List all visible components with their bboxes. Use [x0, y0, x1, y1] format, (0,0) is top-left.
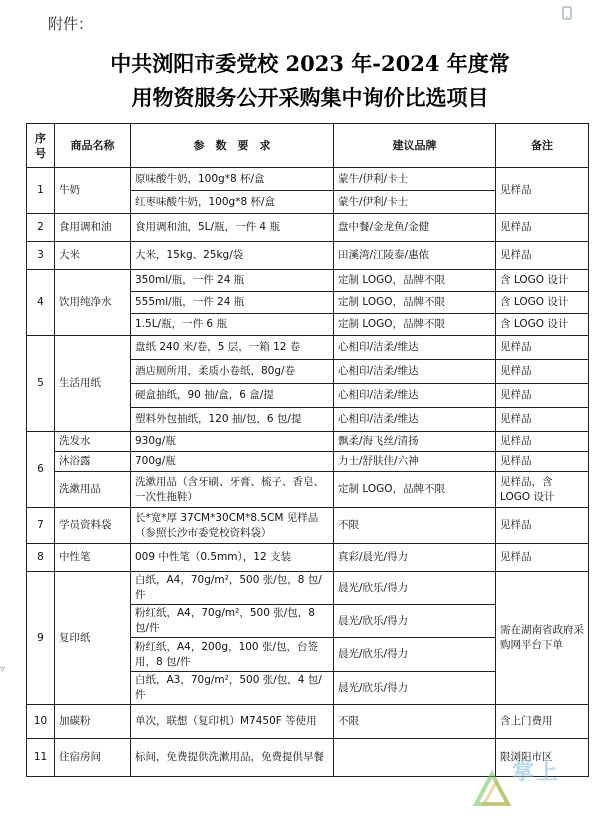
- row-params: 粉红纸，A4，70g/m²，500 张/包，8 包/件: [131, 605, 334, 638]
- row-brand: 晨光/欣乐/得力: [334, 572, 496, 605]
- table-row: [27, 508, 589, 544]
- row-remark: 见样品: [496, 360, 589, 384]
- row-name: 加碳粉: [55, 705, 131, 739]
- row-brand: 不限: [334, 508, 496, 544]
- row-name: 饮用纯净水: [55, 270, 131, 336]
- row-brand: 田溪湾/江陵泰/惠侬: [334, 242, 496, 270]
- row-name: 洗发水: [55, 432, 131, 452]
- row-brand: 晨光/欣乐/得力: [334, 638, 496, 672]
- row-no: 9: [27, 572, 55, 705]
- row-brand: 盘中餐/金龙鱼/金健: [334, 214, 496, 242]
- document-title-line-1: 中共浏阳市委党校 2023 年-2024 年度常: [110, 51, 510, 76]
- row-brand: 定制 LOGO，品牌不限: [334, 314, 496, 336]
- procurement-table: [26, 123, 589, 777]
- row-brand: 心相印/洁柔/维达: [334, 408, 496, 432]
- row-params: 1.5L/瓶，一件 6 瓶: [131, 314, 334, 336]
- row-name: 大米: [55, 242, 131, 270]
- row-name: 中性笔: [55, 544, 131, 572]
- row-remark: 限浏阳市区: [496, 739, 589, 777]
- row-params: 红枣味酸牛奶，100g*8 杯/盒: [131, 191, 334, 214]
- row-remark: 见样品: [496, 452, 589, 472]
- row-no: 11: [27, 739, 55, 777]
- row-brand: 定制 LOGO，品牌不限: [334, 270, 496, 292]
- document-title-line-2: 用物资服务公开采购集中询价比选项目: [131, 85, 489, 110]
- row-no: 1: [27, 168, 55, 214]
- header-params: 参 数 要 求: [131, 124, 334, 168]
- row-name: 洗漱用品: [55, 472, 131, 508]
- row-brand: 定制 LOGO，品牌不限: [334, 292, 496, 314]
- header-brand: 建议品牌: [334, 124, 496, 168]
- row-brand: 定制 LOGO，品牌不限: [334, 472, 496, 508]
- table-row: [27, 336, 589, 360]
- row-remark: 见样品: [496, 336, 589, 360]
- table-row: [27, 168, 589, 191]
- row-params: 单次，联想（复印机）M7450F 等使用: [131, 705, 334, 739]
- row-name: 生活用纸: [55, 336, 131, 432]
- row-remark: 见样品: [496, 544, 589, 572]
- row-brand: 真彩/晨光/得力: [334, 544, 496, 572]
- table-row: [27, 432, 589, 452]
- header-no: 序号: [27, 124, 55, 168]
- row-params: 白纸，A3，70g/m²，500 张/包，4 包/件: [131, 672, 334, 705]
- row-params: 标间，免费提供洗漱用品，免费提供早餐: [131, 739, 334, 777]
- row-remark: 含上门费用: [496, 705, 589, 739]
- row-brand: 晨光/欣乐/得力: [334, 672, 496, 705]
- row-name: 住宿房间: [55, 739, 131, 777]
- row-params: 食用调和油，5L/瓶，一件 4 瓶: [131, 214, 334, 242]
- row-name: 食用调和油: [55, 214, 131, 242]
- row-no: 7: [27, 508, 55, 544]
- side-collapse-icon[interactable]: ▿: [0, 664, 6, 675]
- table-row: [27, 739, 589, 777]
- row-brand: 蒙牛/伊利/卡士: [334, 191, 496, 214]
- table-row: [27, 242, 589, 270]
- row-remark: 见样品: [496, 408, 589, 432]
- row-params: 009 中性笔（0.5mm），12 支装: [131, 544, 334, 572]
- row-brand: [334, 739, 496, 777]
- row-no: 2: [27, 214, 55, 242]
- row-remark: 见样品: [496, 214, 589, 242]
- row-remark: 见样品: [496, 384, 589, 408]
- row-remark: 含 LOGO 设计: [496, 292, 589, 314]
- row-params: 白纸，A4，70g/m²，500 张/包，8 包/件: [131, 572, 334, 605]
- row-remark: 见样品: [496, 168, 589, 214]
- row-no: 4: [27, 270, 55, 336]
- row-brand: 飘柔/海飞丝/清扬: [334, 432, 496, 452]
- row-no: 5: [27, 336, 55, 432]
- row-params: 长*宽*厚 37CM*30CM*8.5CM 见样品（参照长沙市委党校资料袋）: [131, 508, 334, 544]
- row-remark: 需在湖南省政府采购网平台下单: [496, 572, 589, 705]
- row-brand: 蒙牛/伊利/卡士: [334, 168, 496, 191]
- row-remark: 见样品，含 LOGO 设计: [496, 472, 589, 508]
- row-brand: 力士/舒肤佳/六神: [334, 452, 496, 472]
- row-params: 原味酸牛奶，100g*8 杯/盒: [131, 168, 334, 191]
- table-row: [27, 472, 589, 508]
- mobile-phone-icon[interactable]: [560, 6, 574, 20]
- row-params: 酒店厕所用，柔质小卷纸，80g/卷: [131, 360, 334, 384]
- row-params: 粉红纸，A4，200g，100 张/包，台签用，8 包/件: [131, 638, 334, 672]
- row-params: 洗漱用品（含牙刷、牙膏、梳子、香皂、一次性拖鞋）: [131, 472, 334, 508]
- table-row: [27, 214, 589, 242]
- row-name: 牛奶: [55, 168, 131, 214]
- header-name: 商品名称: [55, 124, 131, 168]
- table-header-row: [27, 124, 589, 168]
- watermark-text: 掌上: [512, 760, 561, 785]
- table-row: [27, 705, 589, 739]
- row-params: 555ml/瓶，一件 24 瓶: [131, 292, 334, 314]
- row-no: 10: [27, 705, 55, 739]
- row-params: 930g/瓶: [131, 432, 334, 452]
- table-row: [27, 572, 589, 605]
- row-brand: 心相印/洁柔/维达: [334, 336, 496, 360]
- row-params: 大米，15kg、25kg/袋: [131, 242, 334, 270]
- row-no: 3: [27, 242, 55, 270]
- row-params: 700g/瓶: [131, 452, 334, 472]
- attachment-label: 附件：: [48, 15, 94, 33]
- table-row: [27, 544, 589, 572]
- row-remark: 见样品: [496, 508, 589, 544]
- row-params: 硬盒抽纸，90 抽/盒，6 盒/提: [131, 384, 334, 408]
- row-name: 沐浴露: [55, 452, 131, 472]
- row-params: 盘纸 240 米/卷，5 层，一箱 12 卷: [131, 336, 334, 360]
- row-no: 8: [27, 544, 55, 572]
- header-remark: 备注: [496, 124, 589, 168]
- row-name: 学员资料袋: [55, 508, 131, 544]
- row-brand: 心相印/洁柔/维达: [334, 360, 496, 384]
- row-no: 6: [27, 432, 55, 508]
- row-params: 350ml/瓶，一件 24 瓶: [131, 270, 334, 292]
- table-row: [27, 452, 589, 472]
- row-brand: 晨光/欣乐/得力: [334, 605, 496, 638]
- row-remark: 含 LOGO 设计: [496, 314, 589, 336]
- row-params: 塑料外包抽纸，120 抽/包，6 包/提: [131, 408, 334, 432]
- row-name: 复印纸: [55, 572, 131, 705]
- table-row: [27, 270, 589, 292]
- row-brand: 不限: [334, 705, 496, 739]
- row-brand: 心相印/洁柔/维达: [334, 384, 496, 408]
- row-remark: 含 LOGO 设计: [496, 270, 589, 292]
- row-remark: 见样品: [496, 242, 589, 270]
- row-remark: 见样品: [496, 432, 589, 452]
